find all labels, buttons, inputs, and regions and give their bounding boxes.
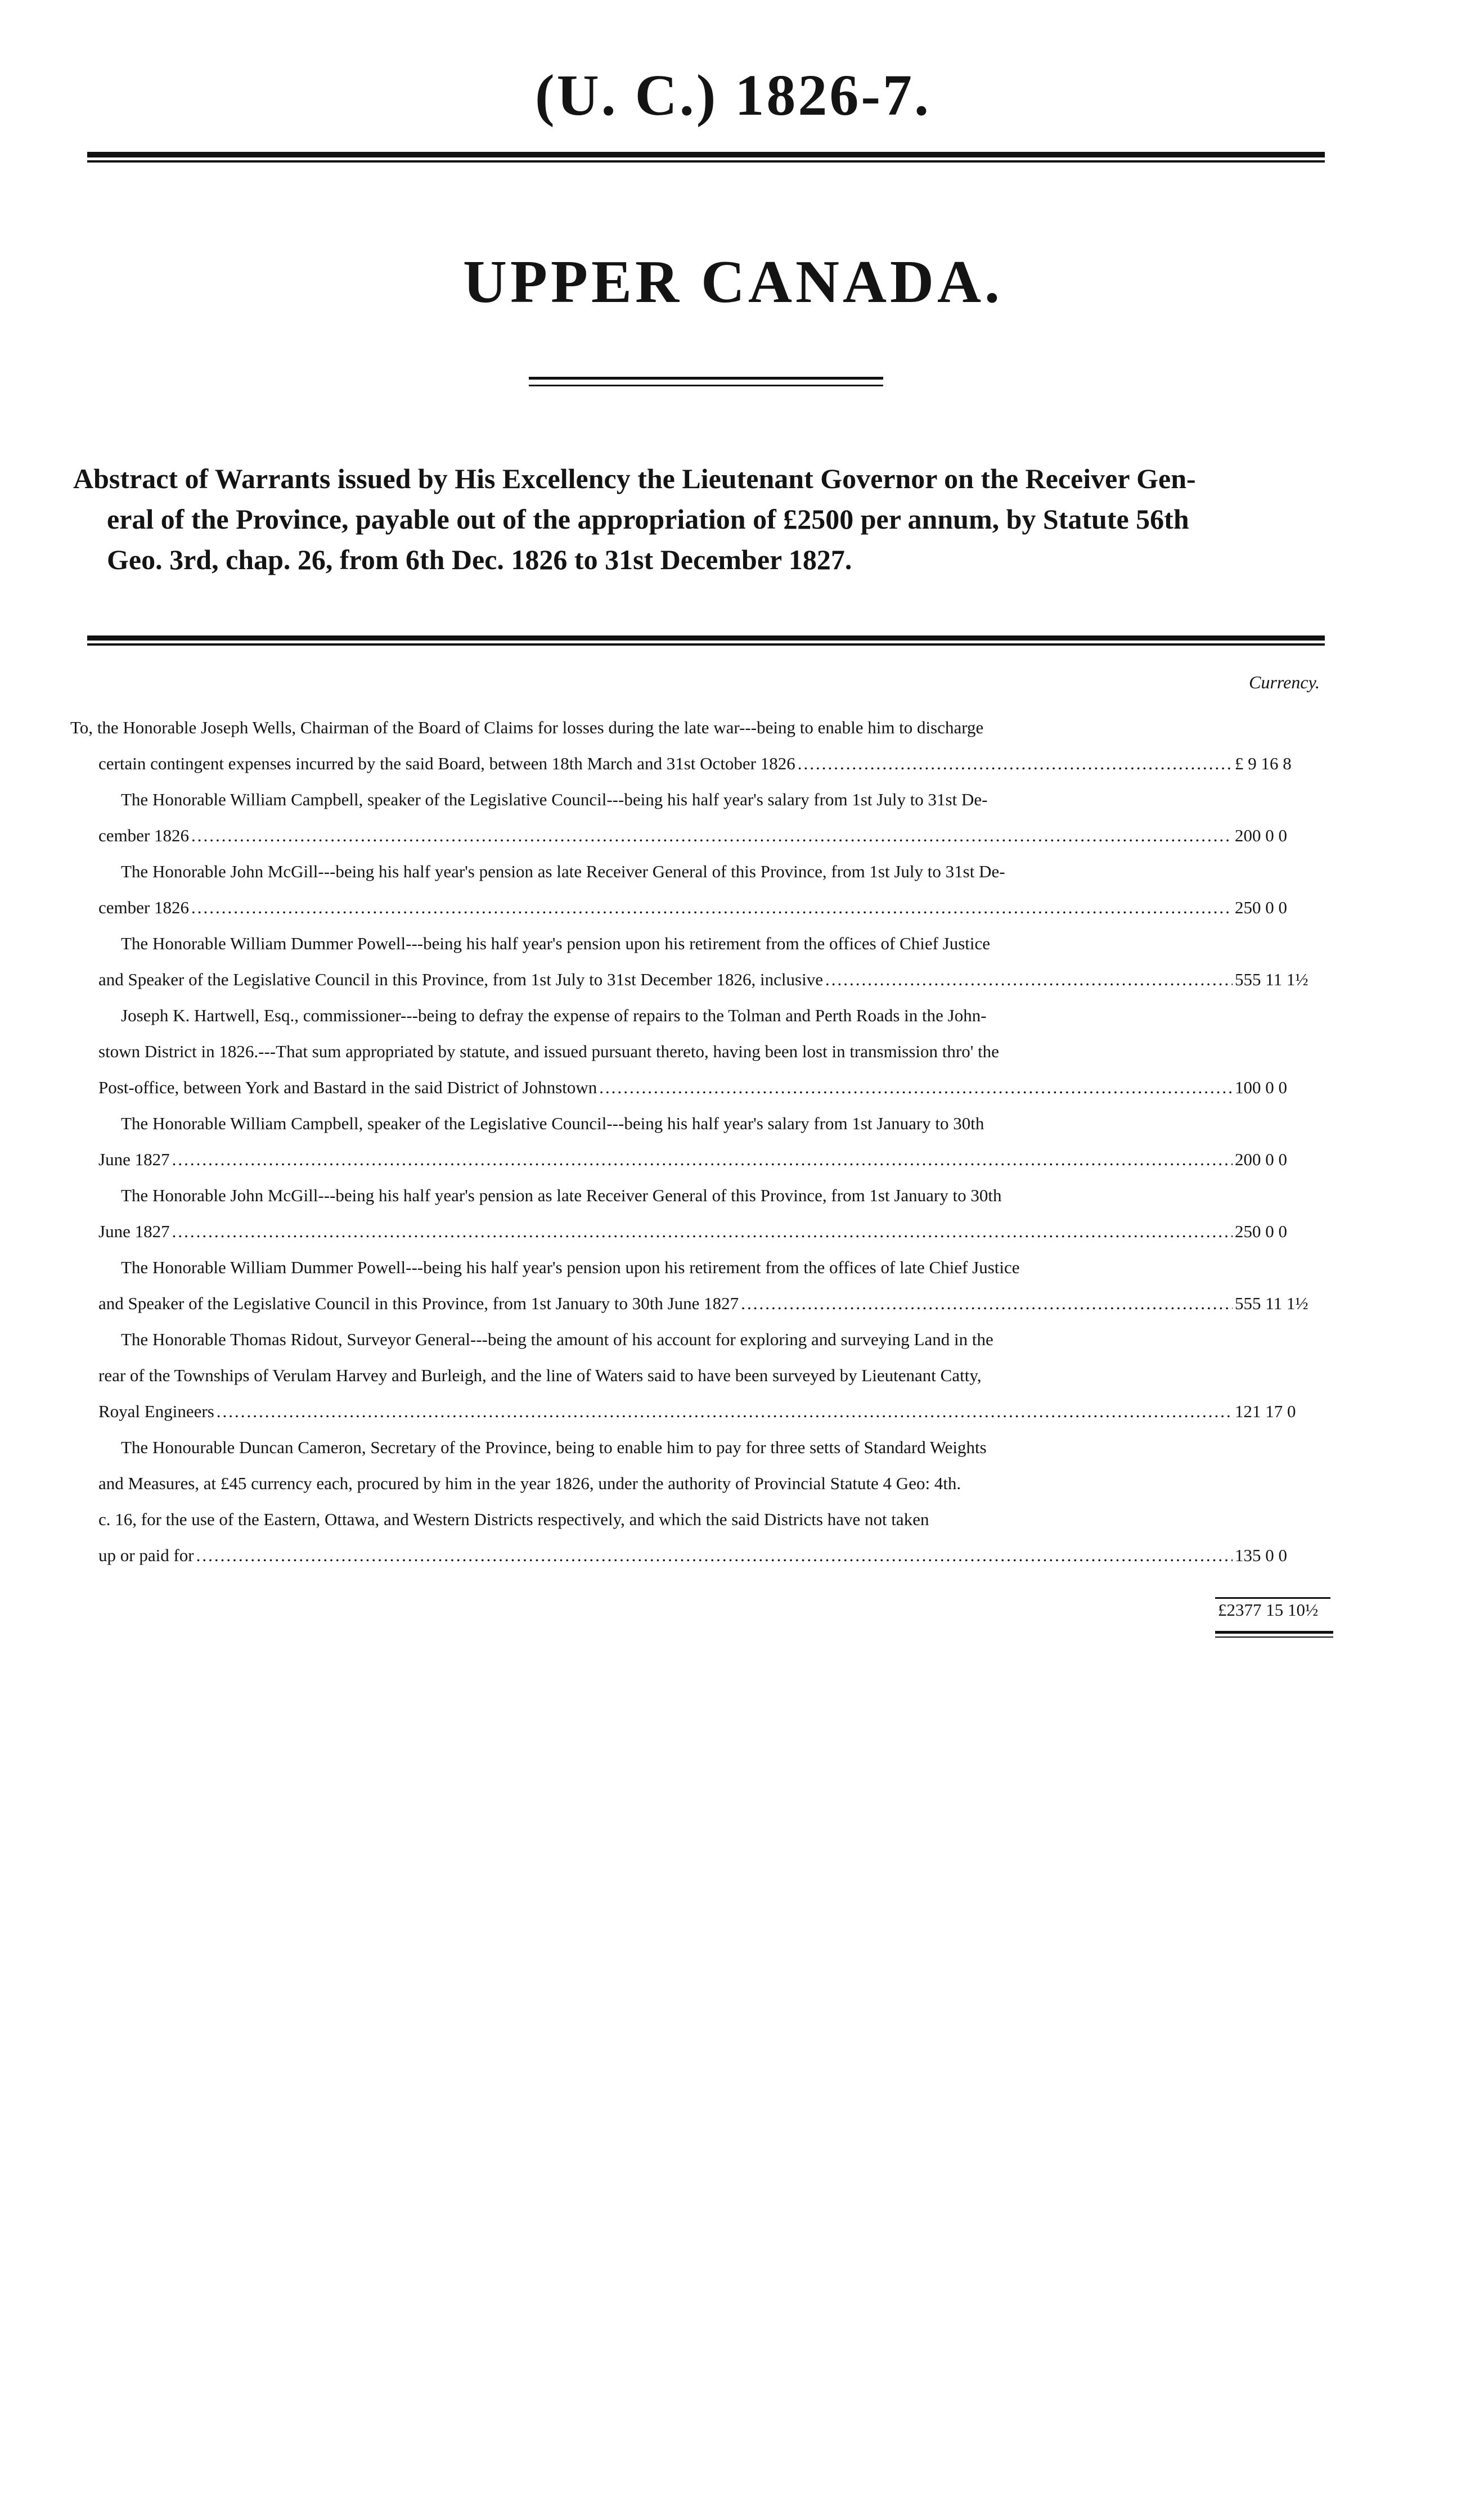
entry-text-line: Joseph K. Hartwell, Esq., commissioner---being to defray the expense of repairs to the Tolman and Perth Roads in the John- — [121, 1006, 987, 1025]
leader-dots — [825, 962, 1233, 998]
warrant-entries-list — [70, 710, 1328, 1574]
entry-text-tail: certain contingent expenses incurred by the said Board, between 18th March and 31st October 1826 — [98, 754, 795, 773]
entry-text-tail: and Speaker of the Legislative Council in this Province, from 1st July to 31st December 1826, inclusive — [98, 970, 823, 989]
leader-dots — [191, 890, 1233, 926]
entry-amount: 135 0 0 — [1235, 1545, 1287, 1565]
entry-text-tail: cember 1826 — [98, 826, 189, 845]
document-header-title: (U. C.) 1826-7. — [534, 63, 932, 128]
leader-dots — [217, 1394, 1233, 1430]
entry-text-tail: Royal Engineers — [98, 1401, 214, 1421]
entry-text-tail: June 1827 — [98, 1149, 170, 1169]
leader-dots — [196, 1538, 1233, 1574]
entry-text-line: rear of the Townships of Verulam Harvey and Burleigh, and the line of Waters said to have been surveyed by Lieutenant Catty, — [98, 1365, 982, 1385]
entry-text-line: c. 16, for the use of the Eastern, Ottawa, and Western Districts respectively, and which the said Districts have not taken — [98, 1509, 929, 1529]
abstract-line-1: Abstract of Warrants issued by His Excellency the Lieutenant Governor on the Receiver Gen- — [73, 463, 1196, 494]
leader-dots — [599, 1070, 1233, 1106]
entry-amount: 121 17 0 — [1235, 1401, 1296, 1421]
entry-amount: 200 0 0 — [1235, 826, 1287, 845]
header-rule-thin — [87, 160, 1325, 163]
entry-text-tail: Post-office, between York and Bastard in the said District of Johnstown — [98, 1078, 597, 1097]
entry-amount: 100 0 0 — [1235, 1078, 1287, 1097]
leader-dots — [191, 818, 1233, 854]
entry-text-tail: June 1827 — [98, 1221, 170, 1241]
warrant-entry — [70, 926, 1328, 998]
entry-text-line: The Honourable Duncan Cameron, Secretary of the Province, being to enable him to pay for three setts of Standard Weights — [121, 1437, 987, 1457]
warrants-total: £2377 15 10½ — [1218, 1600, 1319, 1620]
warrant-entry — [70, 1178, 1328, 1250]
entry-amount: 250 0 0 — [1235, 898, 1287, 917]
entry-text-line: The Honorable Thomas Ridout, Surveyor General---being the amount of his account for exploring and surveying Land in the — [121, 1329, 993, 1349]
total-under-rule-thick — [1215, 1631, 1333, 1634]
entry-text-line: The Honorable John McGill---being his half year's pension as late Receiver General of this Province, from 1st January to 30th — [121, 1185, 1002, 1205]
entry-text-line: The Honorable William Campbell, speaker of the Legislative Council---being his half year's salary from 1st July to 31st De- — [121, 790, 988, 809]
entry-amount: £ 9 16 8 — [1235, 754, 1292, 773]
warrant-entry — [70, 1430, 1328, 1574]
warrant-entry — [70, 998, 1328, 1106]
leader-dots — [741, 1286, 1233, 1322]
currency-label: Currency. — [1249, 672, 1320, 692]
entry-text-line: The Honorable William Dummer Powell---being his half year's pension upon his retirement from the offices of Chief Justice — [121, 934, 991, 953]
entry-text-tail: up or paid for — [98, 1545, 194, 1565]
entry-final-line — [70, 1538, 1328, 1574]
entry-final-line — [70, 1286, 1328, 1322]
leader-dots — [172, 1142, 1233, 1178]
title-rule-thick — [529, 377, 883, 380]
warrant-entry — [70, 1250, 1328, 1322]
entry-text-line: The Honorable William Dummer Powell---being his half year's pension upon his retirement from the offices of late Chief Justice — [121, 1257, 1020, 1277]
warrant-entry — [70, 710, 1328, 782]
entry-final-line — [70, 1070, 1328, 1106]
title-rule-thin — [529, 385, 883, 386]
warrant-entry — [70, 1106, 1328, 1178]
warrant-entry — [70, 1322, 1328, 1430]
abstract-rule-thin — [87, 643, 1325, 646]
entry-text-line: and Measures, at £45 currency each, procured by him in the year 1826, under the authority of Provincial Statute 4 Geo: 4th. — [98, 1473, 961, 1493]
entry-text-line: To, the Honorable Joseph Wells, Chairman of the Board of Claims for losses during the late war---being to enable him to discharge — [70, 718, 984, 737]
abstract-line-3: Geo. 3rd, chap. 26, from 6th Dec. 1826 to 31st December 1827. — [107, 544, 852, 575]
total-over-rule — [1215, 1597, 1330, 1599]
leader-dots — [798, 746, 1233, 782]
leader-dots — [172, 1214, 1233, 1250]
entry-final-line — [70, 746, 1328, 782]
entry-final-line — [70, 818, 1328, 854]
entry-text-line: The Honorable William Campbell, speaker of the Legislative Council---being his half year's salary from 1st January to 30th — [121, 1114, 984, 1133]
entry-text-line: stown District in 1826.---That sum appropriated by statute, and issued pursuant thereto, having been lost in transmission thro' the — [98, 1042, 999, 1061]
warrant-entry — [70, 782, 1328, 854]
entry-amount: 555 11 1½ — [1235, 1293, 1308, 1313]
total-under-rule-thin — [1215, 1637, 1333, 1638]
entry-amount: 555 11 1½ — [1235, 970, 1308, 989]
entry-final-line — [70, 890, 1328, 926]
abstract-heading — [73, 458, 1333, 580]
entry-final-line — [70, 1214, 1328, 1250]
header-rule-thick — [87, 152, 1325, 157]
warrant-entry — [70, 854, 1328, 926]
entry-final-line — [70, 962, 1328, 998]
region-title: UPPER CANADA. — [463, 249, 1003, 315]
abstract-line-2: eral of the Province, payable out of the appropriation of £2500 per annum, by Statute 56th — [107, 503, 1189, 535]
abstract-rule-thick — [87, 635, 1325, 641]
entry-text-tail: and Speaker of the Legislative Council in this Province, from 1st January to 30th June 1827 — [98, 1293, 739, 1313]
entry-text-line: The Honorable John McGill---being his half year's pension as late Receiver General of this Province, from 1st July to 31st De- — [121, 862, 1005, 881]
entry-text-tail: cember 1826 — [98, 898, 189, 917]
entry-final-line — [70, 1142, 1328, 1178]
entry-amount: 200 0 0 — [1235, 1149, 1287, 1169]
entry-amount: 250 0 0 — [1235, 1221, 1287, 1241]
entry-final-line — [70, 1394, 1328, 1430]
